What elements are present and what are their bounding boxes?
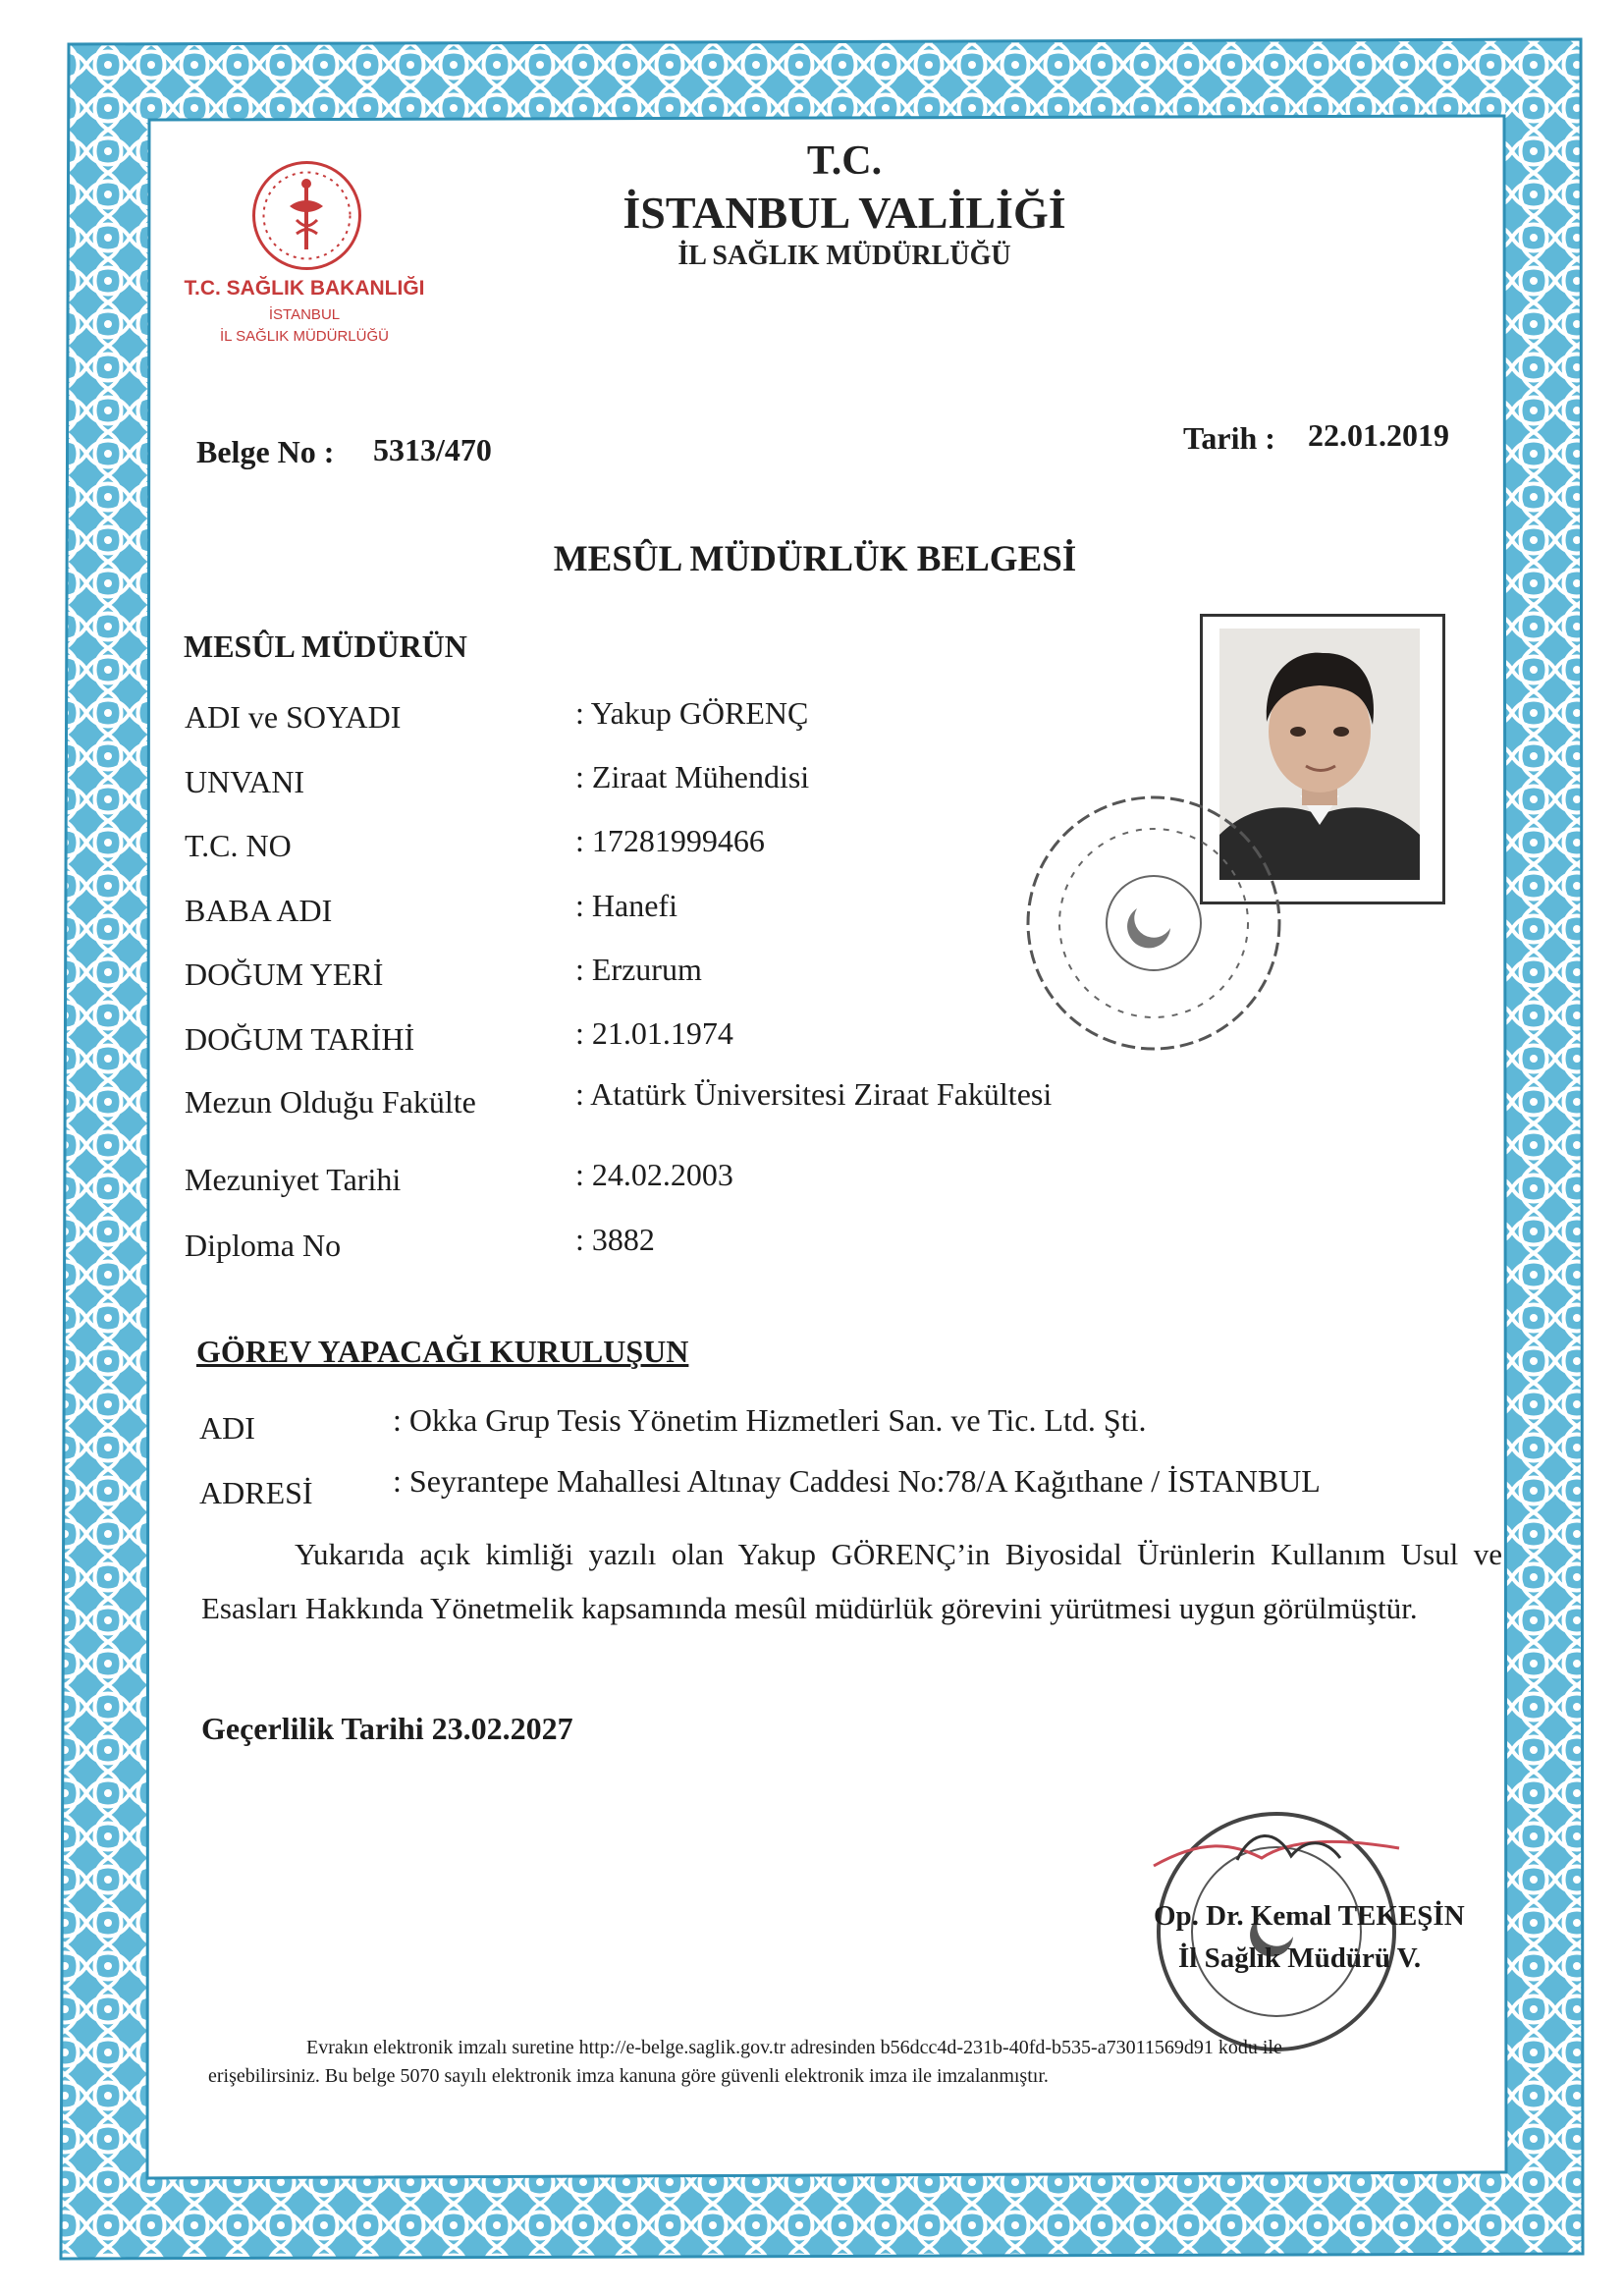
field-value-birth-place: : Erzurum [575, 952, 702, 987]
header-directorate: İL SAĞLIK MÜDÜRLÜĞÜ [677, 241, 1011, 271]
field-value-name: : Yakup GÖRENÇ [575, 695, 809, 731]
field-value-father-name: : Hanefi [575, 888, 677, 923]
field-label-name: ADI ve SOYADI [185, 699, 402, 735]
field-value-graduation-date: : 24.02.2003 [575, 1157, 733, 1192]
belge-no: 5313/470 [373, 432, 492, 467]
belge-no-label: Belge No : [196, 434, 335, 469]
org-value-name: : Okka Grup Tesis Yönetim Hizmetleri San. ve Tic. Ltd. Şti. [393, 1402, 1147, 1438]
section-title-organization: GÖREV YAPACAĞI KURULUŞUN [196, 1334, 689, 1369]
signer-title: İl Sağlık Müdürü V. [1178, 1942, 1422, 1974]
field-value-tc-no: : 17281999466 [575, 823, 765, 858]
logo-directorate: İL SAĞLIK MÜDÜRLÜĞÜ [220, 328, 389, 345]
field-label-father-name: BABA ADI [185, 893, 333, 928]
field-value-title: : Ziraat Mühendisi [575, 759, 810, 794]
date-label: Tarih : [1183, 420, 1275, 456]
field-value-birth-date: : 21.01.1974 [575, 1015, 733, 1051]
footer-line-1: Evrakın elektronik imzalı suretine http://e-belge.saglik.gov.tr adresinden b56dcc4d-231b-40fd-b535-a73011569d91 kodu ile [306, 2037, 1282, 2058]
org-label-name: ADI [199, 1410, 255, 1446]
validity-date: Geçerlilik Tarihi 23.02.2027 [201, 1711, 573, 1746]
signer-name: Op. Dr. Kemal TEKEŞİN [1154, 1900, 1465, 1932]
official-stamp-icon [1011, 781, 1296, 1066]
document-title: MESÛL MÜDÜRLÜK BELGESİ [553, 539, 1077, 579]
field-label-title: UNVANI [185, 764, 305, 799]
date-value: 22.01.2019 [1308, 417, 1449, 453]
field-label-birth-date: DOĞUM TARİHİ [185, 1021, 415, 1057]
logo-city: İSTANBUL [268, 306, 341, 323]
ministry-logo-icon [250, 159, 363, 272]
field-value-faculty: : Atatürk Üniversitesi Ziraat Fakültesi [575, 1076, 1053, 1112]
logo-ministry-name: T.C. SAĞLIK BAKANLIĞI [184, 277, 425, 300]
header-tc: T.C. [806, 138, 883, 184]
field-label-tc-no: T.C. NO [185, 828, 292, 863]
field-label-birth-place: DOĞUM YERİ [185, 957, 384, 992]
field-label-faculty: Mezun Olduğu Fakülte [185, 1084, 476, 1120]
header-valilik: İSTANBUL VALİLİĞİ [623, 188, 1066, 238]
org-label-address: ADRESİ [199, 1475, 313, 1510]
approval-paragraph: Yukarıda açık kimliği yazılı olan Yakup GÖRENÇ’in Biyosidal Ürünlerin Kullanım Usul ve Esasları Hakkında Yönetmelik kapsamında mesûl müdürlük görevini yürütmesi uygun görülmüştür. [201, 1537, 1502, 1625]
field-value-diploma-no: : 3882 [575, 1222, 655, 1257]
field-label-diploma-no: Diploma No [185, 1228, 342, 1263]
section-title-manager: MESÛL MÜDÜRÜN [184, 629, 467, 664]
org-value-address: : Seyrantepe Mahallesi Altınay Caddesi No:78/A Kağıthane / İSTANBUL [393, 1463, 1321, 1499]
footer-line-2: erişebilirsiniz. Bu belge 5070 sayılı elektronik imza kanuna göre güvenli elektronik imza ile imzalanmıştır. [208, 2065, 1049, 2087]
field-label-graduation-date: Mezuniyet Tarihi [185, 1162, 402, 1197]
